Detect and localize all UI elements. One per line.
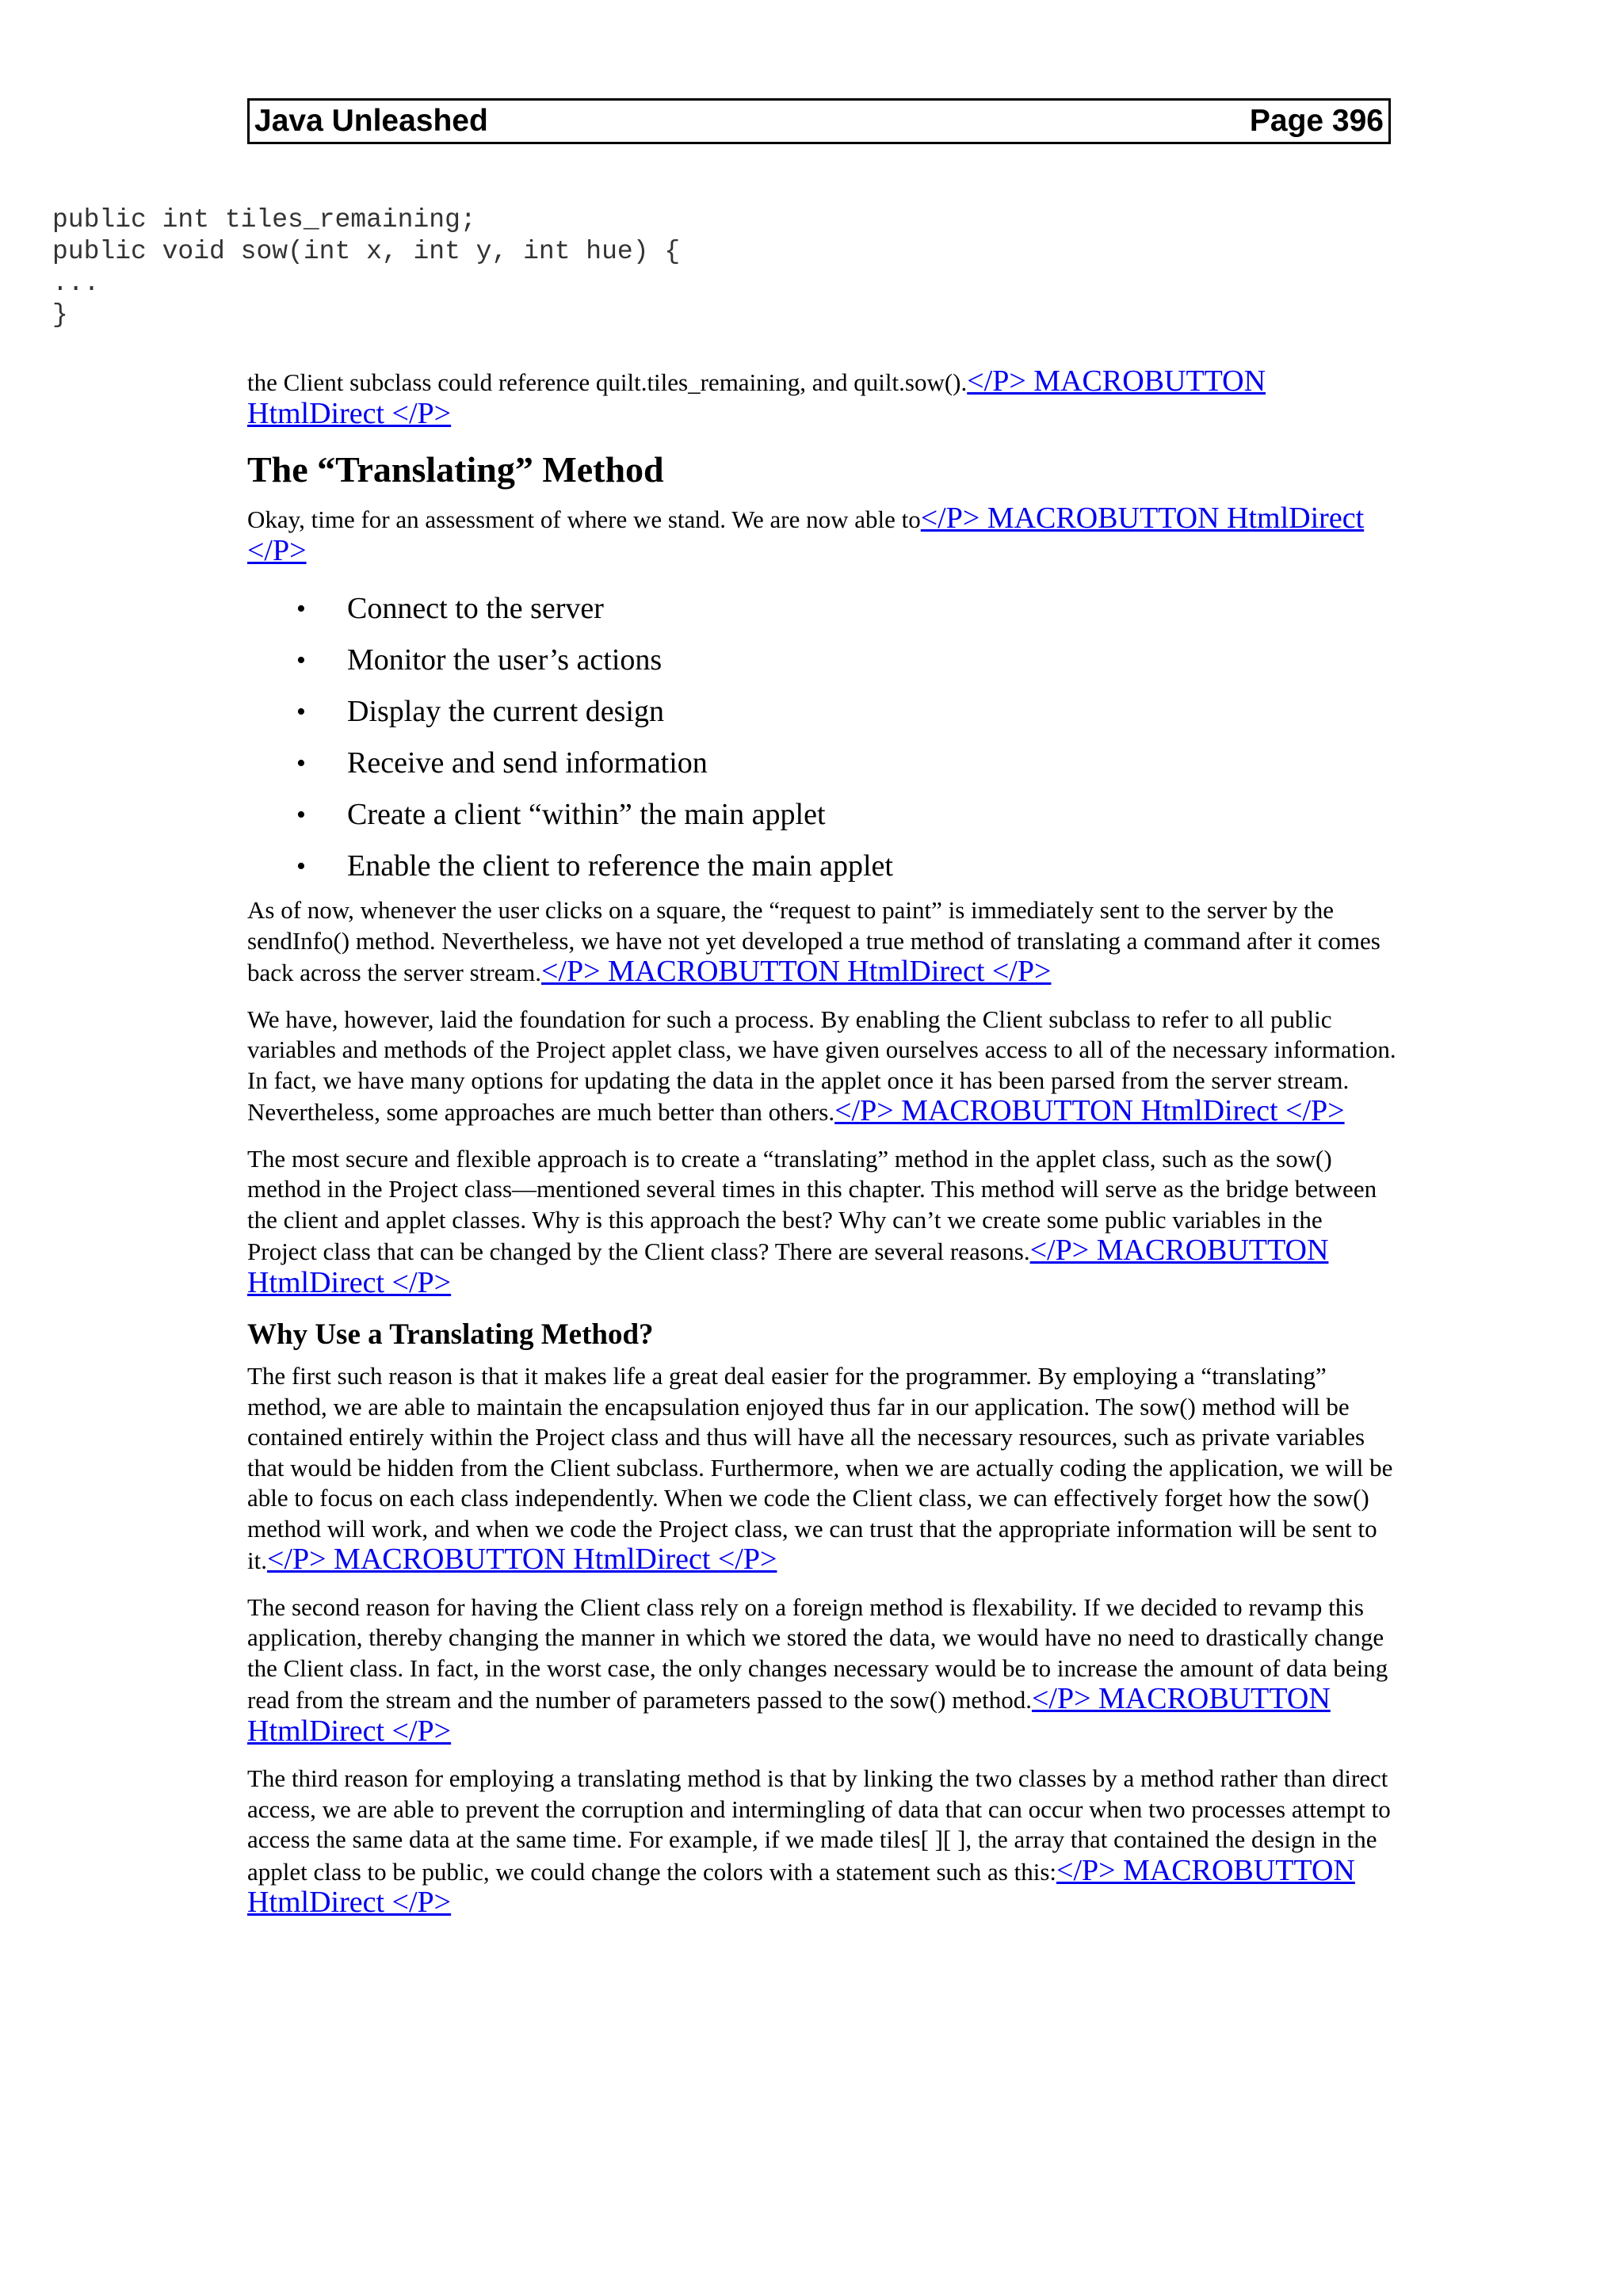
list-item bbox=[247, 635, 1396, 686]
paragraph bbox=[247, 1592, 1396, 1749]
bullet-icon: • bbox=[296, 697, 306, 727]
paragraph-text: The first such reason is that it makes life a great deal easier for the programmer. By employing a “translating” method, we are able to maintain the encapsulation enjoyed thus far in our application. The sow() method will be contained entirely within the Project class and thus will have all the necessary resources, such as private variables that would be hidden from the Client subclass. Furthermore, when we are actually coding the application, we will be able to focus on each class independently. When we code the Client class, we can effectively forget how the sow() method will work, and when we code the Project class, we can trust that the appropriate information will be sent to it. bbox=[247, 1362, 1393, 1574]
list-item bbox=[247, 583, 1396, 635]
code-line: ... bbox=[52, 269, 100, 298]
paragraph bbox=[247, 503, 1396, 567]
list-item-text: Enable the client to reference the main applet bbox=[347, 849, 893, 883]
capabilities-list bbox=[247, 583, 1396, 892]
paragraph bbox=[247, 1361, 1396, 1577]
bullet-icon: • bbox=[296, 749, 306, 778]
bullet-icon: • bbox=[296, 594, 306, 624]
paragraph-text: the Client subclass could reference quilt.tiles_remaining, and quilt.sow(). bbox=[247, 368, 968, 396]
list-item bbox=[247, 686, 1396, 738]
list-item-text: Receive and send information bbox=[347, 746, 708, 780]
list-item-text: Display the current design bbox=[347, 695, 664, 728]
macrobutton-link[interactable]: </P> MACROBUTTON HtmlDirect </P> bbox=[834, 1094, 1345, 1127]
code-line: public void sow(int x, int y, int hue) { bbox=[52, 237, 681, 266]
paragraph-text: As of now, whenever the user clicks on a square, the “request to paint” is immediately sent to the server by the sendInfo() method. Nevertheless, we have not yet developed a true method of translating a command after it comes back across the server stream. bbox=[247, 896, 1381, 986]
list-item bbox=[247, 841, 1396, 892]
paragraph-text: The most secure and flexible approach is to create a “translating” method in the applet class, such as the sow() method in the Project class—mentioned several times in this chapter. This method will serve as the bridge between the client and applet classes. Why is this approach the best? Why can’t we create some public variables in the Project class that can be changed by the Client class? There are several reasons. bbox=[247, 1144, 1377, 1265]
bullet-icon: • bbox=[296, 800, 306, 830]
document-body bbox=[247, 366, 1396, 1936]
code-line: public int tiles_remaining; bbox=[52, 205, 476, 235]
macrobutton-link[interactable]: </P> MACROBUTTON HtmlDirect </P> bbox=[247, 1682, 1331, 1748]
paragraph-text: The third reason for employing a translating method is that by linking the two classes by a method rather than direct access, we are able to prevent the corruption and intermingling of data that can occur when two processes attempt to access the same data at the same time. For example, if we made tiles[ ][ ], the array that contained the design in the applet class to be public, we could change the colors with a statement such as this: bbox=[247, 1764, 1391, 1886]
paragraph bbox=[247, 1005, 1396, 1128]
macrobutton-link[interactable]: </P> MACROBUTTON HtmlDirect </P> bbox=[540, 955, 1052, 988]
book-title: Java Unleashed bbox=[254, 104, 488, 138]
macrobutton-link[interactable]: </P> MACROBUTTON HtmlDirect </P> bbox=[266, 1543, 777, 1576]
list-item-text: Create a client “within” the main applet bbox=[347, 798, 826, 831]
bullet-icon: • bbox=[296, 646, 306, 675]
paragraph bbox=[247, 895, 1396, 989]
list-item-text: Connect to the server bbox=[347, 592, 604, 625]
subsection-heading: Why Use a Translating Method? bbox=[247, 1318, 654, 1351]
paragraph bbox=[247, 1144, 1396, 1300]
macrobutton-link[interactable]: </P> MACROBUTTON HtmlDirect </P> bbox=[247, 1853, 1355, 1919]
macrobutton-link[interactable]: </P> MACROBUTTON HtmlDirect </P> bbox=[247, 364, 1266, 430]
section-heading: The “Translating” Method bbox=[247, 449, 664, 490]
macrobutton-link[interactable]: </P> MACROBUTTON HtmlDirect </P> bbox=[247, 502, 1365, 567]
bullet-icon: • bbox=[296, 852, 306, 881]
list-item-text: Monitor the user’s actions bbox=[347, 643, 663, 677]
paragraph bbox=[247, 366, 1396, 430]
code-line: } bbox=[52, 300, 68, 330]
page-header bbox=[247, 98, 1391, 144]
code-block bbox=[52, 204, 680, 331]
page-number: Page 396 bbox=[1249, 104, 1384, 138]
macrobutton-link[interactable]: </P> MACROBUTTON HtmlDirect </P> bbox=[247, 1234, 1329, 1299]
paragraph-text: The second reason for having the Client class rely on a foreign method is flexability. If we decided to revamp this application, thereby changing the manner in which we stored the data, we would have no need to drastically change the Client class. In fact, in the worst case, the only changes necessary would be to increase the amount of data being read from the stream and the number of parameters passed to the sow() method. bbox=[247, 1592, 1388, 1714]
paragraph-text: Okay, time for an assessment of where we stand. We are now able to bbox=[247, 505, 921, 533]
paragraph-text: We have, however, laid the foundation for such a process. By enabling the Client subclass to refer to all public variables and methods of the Project applet class, we have given ourselves access to all of the necessary information. In fact, we have many options for updating the data in the applet once it has been parsed from the server stream. Nevertheless, some approaches are much better than others. bbox=[247, 1005, 1396, 1126]
paragraph bbox=[247, 1764, 1396, 1920]
list-item bbox=[247, 789, 1396, 841]
list-item bbox=[247, 738, 1396, 789]
